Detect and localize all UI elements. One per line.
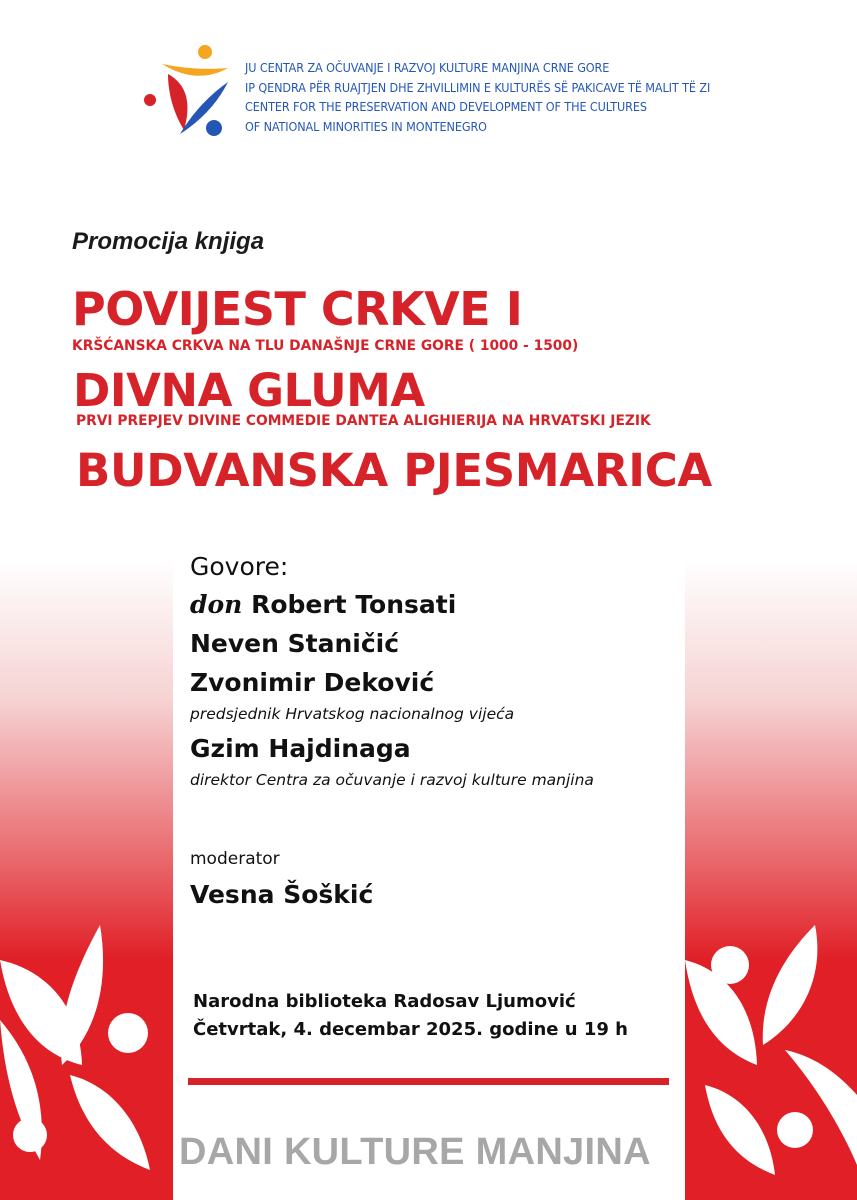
org-line-1: JU CENTAR ZA OČUVANJE I RAZVOJ KULTURE MANJINA CRNE GORE [245,60,610,75]
right-flower-ornament [685,925,857,1200]
speaker-2-name: Neven Staničić [190,629,400,658]
venue: Narodna biblioteka Radosav Ljumović [193,991,576,1012]
book-subtitle-1: KRŠĆANSKA CRKVA NA TLU DANAŠNJE CRNE GORE ( 1000 - 1500) [72,338,579,354]
org-line-4: OF NATIONAL MINORITIES IN MONTENEGRO [245,118,487,134]
speaker-3-name: Zvonimir Deković [190,668,435,697]
left-flower-ornament [0,925,173,1200]
speaker-4-role: direktor Centra za očuvanje i razvoj kulture manjina [190,771,594,789]
speaker-3-role: predsjednik Hrvatskog nacionalnog vijeća [190,705,515,723]
moderator-name: Vesna Šoškić [190,880,374,909]
org-line-2: IP QENDRA PËR RUAJTJEN DHE ZHVILLIMIN E KULTURËS SË PAKICAVE TË MALIT TË ZI [245,79,711,95]
speaker-1-name: Robert Tonsati [251,590,457,619]
organization-name [245,58,710,136]
book-title-2: DIVNA GLUMA [73,364,425,417]
footer-title: DANI KULTURE MANJINA [179,1131,651,1173]
speakers-label: Govore: [190,552,289,581]
speaker-1-prefix: don [190,590,243,619]
event-datetime: Četvrtak, 4. decembar 2025. godine u 19 h [193,1019,628,1040]
speaker-1 [190,590,456,619]
moderator-label: moderator [190,849,280,869]
event-type: Promocija knjiga [72,228,265,255]
divider-rule [188,1078,669,1085]
book-title-3: BUDVANSKA PJESMARICA [76,444,712,497]
book-title-1: POVIJEST CRKVE I [72,282,523,336]
org-line-3: CENTER FOR THE PRESERVATION AND DEVELOPMENT OF THE CULTURES [245,99,647,114]
organization-logo [140,44,235,139]
speaker-4-name: Gzim Hajdinaga [190,734,411,763]
book-subtitle-2: PRVI PREPJEV DIVINE COMMEDIE DANTEA ALIGHIERIJA NA HRVATSKI JEZIK [76,413,651,429]
